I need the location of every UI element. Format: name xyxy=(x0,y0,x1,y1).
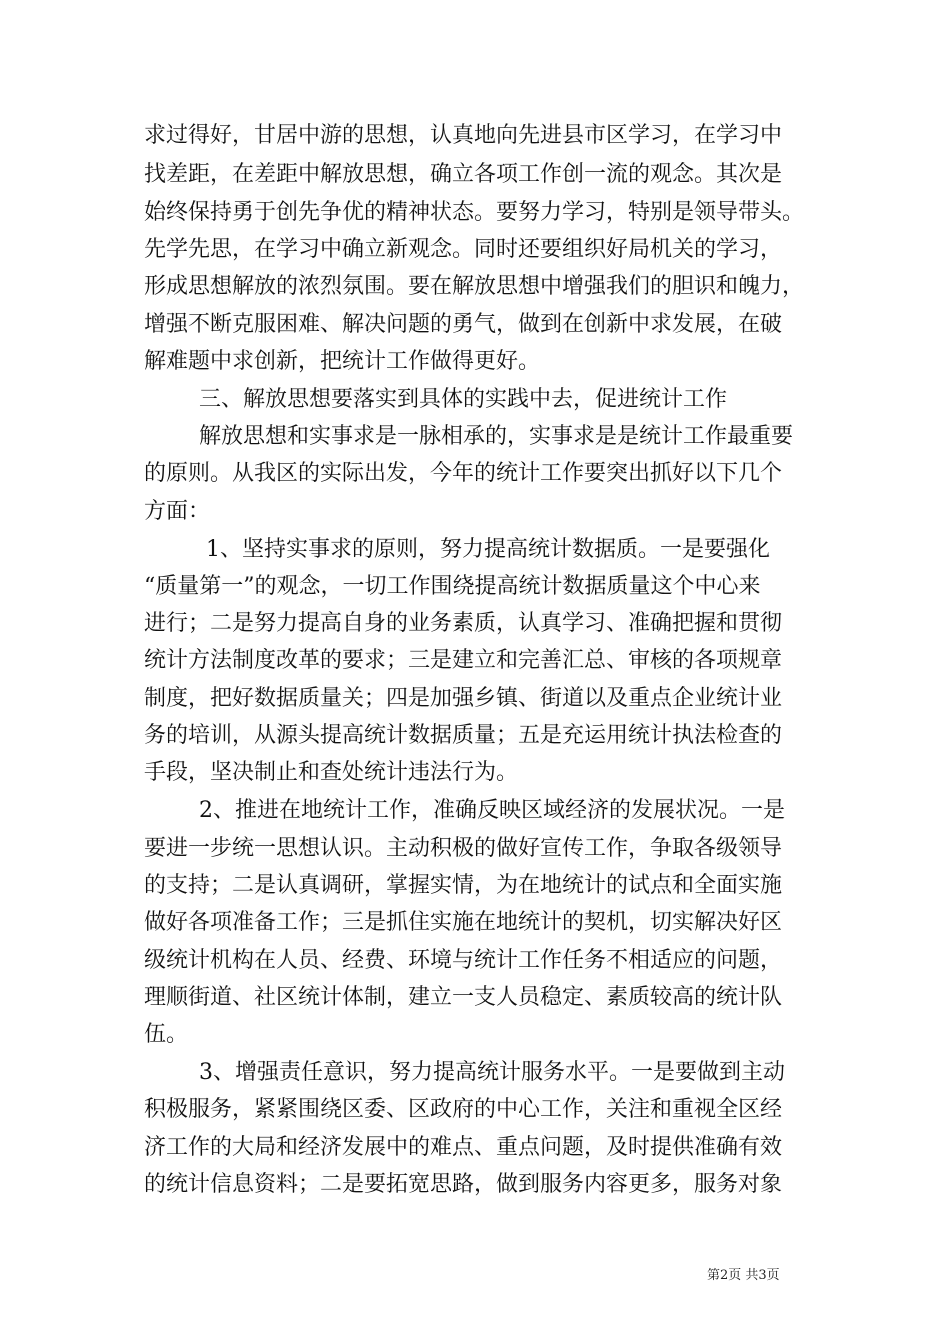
text-line: 始终保持勇于创先争优的精神状态。要努力学习，特别是领导带头。 xyxy=(144,200,805,225)
text-line: 增强不断克服困难、解决问题的勇气，做到在创新中求发展，在破 xyxy=(144,312,783,337)
section-heading: 三、解放思想要落实到具体的实践中去，促进统计工作 xyxy=(199,387,728,412)
text-line: 先学先思，在学习中确立新观念。同时还要组织好局机关的学习， xyxy=(144,237,783,262)
text-line: 要进一步统一思想认识。主动积极的做好宣传工作，争取各级领导 xyxy=(144,836,783,861)
text-line: 伍。 xyxy=(144,1022,189,1047)
text-line: 级统计机构在人员、经费、环境与统计工作任务不相适应的问题， xyxy=(144,948,783,973)
text-line: 2、推进在地统计工作，准确反映区域经济的发展状况。一是 xyxy=(199,798,785,823)
text-line: 求过得好，甘居中游的思想，认真地向先进县市区学习，在学习中 xyxy=(144,123,783,148)
text-line: 济工作的大局和经济发展中的难点、重点问题，及时提供准确有效 xyxy=(144,1135,783,1160)
text-line: 务的培训，从源头提高统计数据质量；五是充运用统计执法检查的 xyxy=(144,723,783,748)
text-line: 做好各项准备工作；三是抓住实施在地统计的契机，切实解决好区 xyxy=(144,910,783,935)
text-line: 的支持；二是认真调研，掌握实情，为在地统计的试点和全面实施 xyxy=(144,873,783,898)
text-line: 解放思想和实事求是一脉相承的，实事求是是统计工作最重要 xyxy=(199,424,794,449)
text-line: 1、坚持实事求的原则，努力提高统计数据质。一是要强化 xyxy=(206,537,770,562)
text-line: 的原则。从我区的实际出发，今年的统计工作要突出抓好以下几个 xyxy=(144,461,783,486)
text-line: 积极服务，紧紧围绕区委、区政府的中心工作，关注和重视全区经 xyxy=(144,1097,783,1122)
text-line: 形成思想解放的浓烈氛围。要在解放思想中增强我们的胆识和魄力， xyxy=(144,274,805,299)
text-line: 方面： xyxy=(144,499,211,524)
text-line: 进行；二是努力提高自身的业务素质，认真学习、准确把握和贯彻 xyxy=(144,611,783,636)
text-line: 统计方法制度改革的要求；三是建立和完善汇总、审核的各项规章 xyxy=(144,648,783,673)
text-line: 理顺街道、社区统计体制，建立一支人员稳定、素质较高的统计队 xyxy=(144,985,783,1010)
text-line: 制度，把好数据质量关；四是加强乡镇、街道以及重点企业统计业 xyxy=(144,686,783,711)
text-line: 找差距，在差距中解放思想，确立各项工作创一流的观念。其次是 xyxy=(144,162,783,187)
text-line: 手段，坚决制止和查处统计违法行为。 xyxy=(144,760,519,785)
text-line: “质量第一”的观念，一切工作围绕提高统计数据质量这个中心来 xyxy=(144,574,761,599)
text-line: 3、增强责任意识，努力提高统计服务水平。一是要做到主动 xyxy=(199,1060,785,1085)
page-number: 第2页 共3页 xyxy=(707,1268,780,1283)
text-line: 解难题中求创新，把统计工作做得更好。 xyxy=(144,349,541,374)
text-line: 的统计信息资料；二是要拓宽思路，做到服务内容更多，服务对象 xyxy=(144,1172,783,1197)
